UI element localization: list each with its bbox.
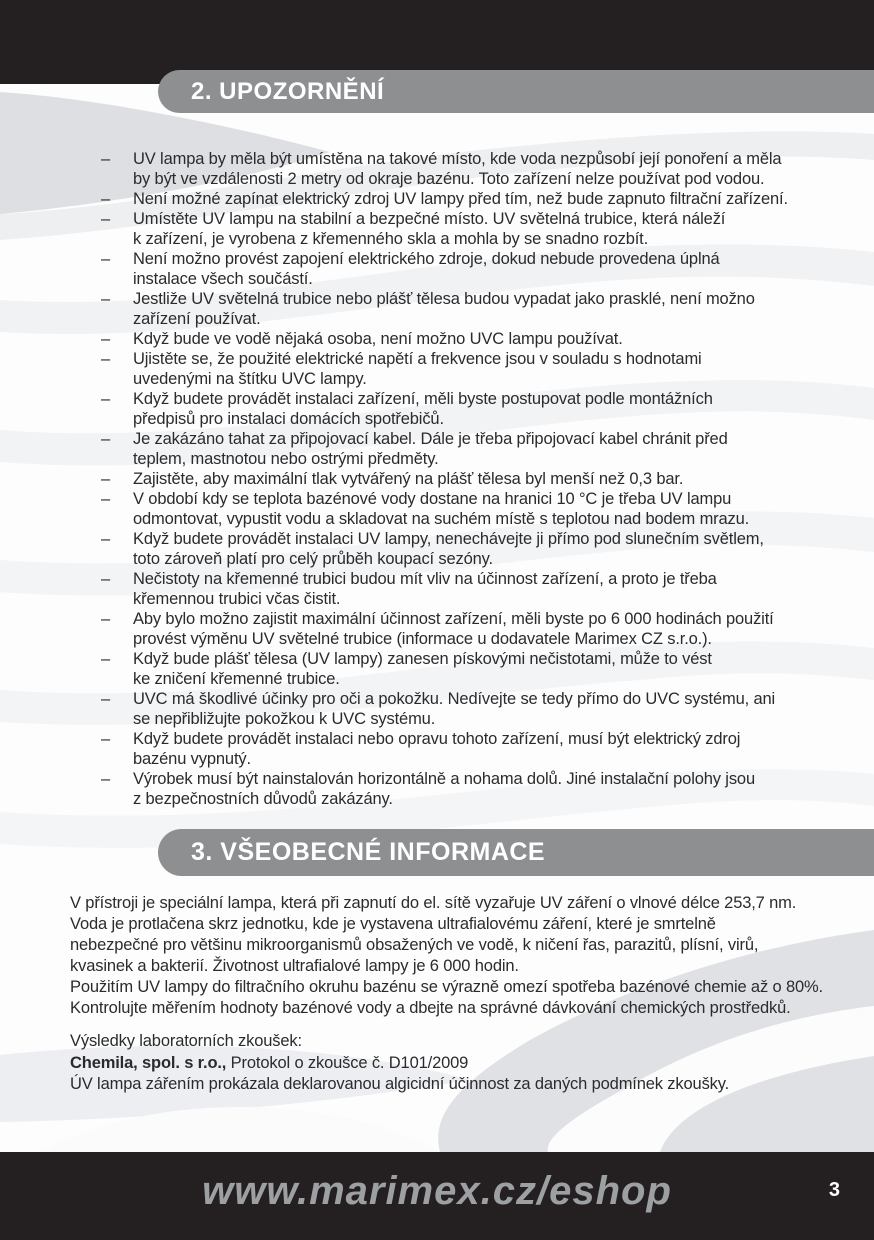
bullet-dash: – xyxy=(101,570,111,588)
warning-text: předpisů pro instalaci domácích spotřebičů. xyxy=(133,410,444,428)
warning-item-line xyxy=(101,689,806,709)
lab-protocol-number: Protokol o zkoušce č. D101/2009 xyxy=(226,1053,469,1072)
warning-text: křemennou trubici včas čistit. xyxy=(133,590,341,608)
warning-text: Aby bylo možno zajistit maximální účinnost zařízení, měli byste po 6 000 hodinách použití xyxy=(133,610,774,628)
bullet-dash: – xyxy=(101,290,111,308)
warning-item-line xyxy=(101,249,806,269)
warning-item-line xyxy=(101,769,806,789)
warning-list xyxy=(101,149,806,809)
bullet-spacer xyxy=(101,509,133,529)
bullet-dash: – xyxy=(101,330,111,348)
paragraph-line: Kontrolujte měřením hodnoty bazénové vody a dbejte na správné dávkování chemických prostředků. xyxy=(70,999,791,1017)
warning-item-line xyxy=(101,449,806,469)
bullet-spacer xyxy=(101,749,133,769)
warning-text: toto zároveň platí pro celý průběh koupací sezóny. xyxy=(133,550,493,568)
bullet-spacer xyxy=(101,169,133,189)
lab-results-heading: Výsledky laboratorních zkoušek: xyxy=(70,1032,302,1050)
warning-text: se nepřibližujte pokožkou k UVC systému. xyxy=(133,710,436,728)
warning-item-line xyxy=(101,369,806,389)
warning-item-line xyxy=(101,189,806,209)
bullet-dash: – xyxy=(101,530,111,548)
warning-item-line xyxy=(101,349,806,369)
warning-text: k zařízení, je vyrobena z křemenného skla a mohla by se snadno rozbít. xyxy=(133,230,649,248)
warning-text: V období kdy se teplota bazénové vody dostane na hranici 10 °C je třeba UV lampu xyxy=(133,490,732,508)
warning-text: bazénu vypnutý. xyxy=(133,750,251,768)
warning-text: Když budete provádět instalaci zařízení, měli byste postupovat podle montážních xyxy=(133,390,713,408)
warning-text: Když bude ve vodě nějaká osoba, není možno UVC lampu používat. xyxy=(133,330,623,348)
warning-text: Když budete provádět instalaci UV lampy, nenechávejte ji přímo pod slunečním světlem, xyxy=(133,530,764,548)
bullet-dash: – xyxy=(101,730,111,748)
warning-text: Není možno provést zapojení elektrického zdroje, dokud nebude provedena úplná xyxy=(133,250,720,268)
bullet-dash: – xyxy=(101,650,111,668)
bullet-spacer xyxy=(101,409,133,429)
paragraph-line: Použitím UV lampy do filtračního okruhu bazénu se výrazně omezí spotřeba bazénové chemie až o 80%. xyxy=(70,978,823,996)
footer-url: www.marimex.cz/eshop xyxy=(202,1169,672,1213)
warning-item-line xyxy=(101,149,806,169)
warning-item-line xyxy=(101,469,806,489)
warning-text: Je zakázáno tahat za připojovací kabel. Dále je třeba připojovací kabel chránit před xyxy=(133,430,728,448)
warning-text: UVC má škodlivé účinky pro oči a pokožku. Nedívejte se tedy přímo do UVC systému, ani xyxy=(133,690,776,708)
warning-text: Výrobek musí být nainstalován horizontálně a nohama dolů. Jiné instalační polohy jsou xyxy=(133,770,755,788)
warning-text: Když bude plášť tělesa (UV lampy) zanesen pískovými nečistotami, může to vést xyxy=(133,650,712,668)
warning-item-line xyxy=(101,749,806,769)
warning-item-line xyxy=(101,529,806,549)
warning-item-line xyxy=(101,229,806,249)
bullet-spacer xyxy=(101,269,133,289)
warning-text: Zajistěte, aby maximální tlak vytvářený na plášť tělesa byl menší než 0,3 bar. xyxy=(133,470,684,488)
warning-text: zařízení používat. xyxy=(133,310,261,328)
warning-item-line xyxy=(101,329,806,349)
bullet-dash: – xyxy=(101,350,111,368)
warning-item-line xyxy=(101,629,806,649)
section-heading-vseobecne-informace xyxy=(158,829,874,876)
warning-item-line xyxy=(101,289,806,309)
warning-text: Jestliže UV světelná trubice nebo plášť tělesa budou vypadat jako prasklé, není možno xyxy=(133,290,755,308)
warning-text: provést výměnu UV světelné trubice (informace u dodavatele Marimex CZ s.r.o.). xyxy=(133,630,712,648)
warning-item-line xyxy=(101,709,806,729)
bullet-dash: – xyxy=(101,430,111,448)
warning-text: UV lampa by měla být umístěna na takové místo, kde voda nezpůsobí její ponoření a měla xyxy=(133,150,782,168)
bullet-dash: – xyxy=(101,470,111,488)
warning-item-line xyxy=(101,549,806,569)
warning-item-line xyxy=(101,489,806,509)
warning-text: teplem, mastnotou nebo ostrými předměty. xyxy=(133,450,439,468)
bullet-dash: – xyxy=(101,490,111,508)
bullet-spacer xyxy=(101,309,133,329)
paragraph-line: nebezpečné pro většinu mikroorganismů obsažených ve vodě, k ničení řas, parazitů, plísní, virů, xyxy=(70,936,759,954)
section-title: 2. UPOZORNĚNÍ xyxy=(191,77,385,105)
bullet-spacer xyxy=(101,669,133,689)
bullet-dash: – xyxy=(101,690,111,708)
warning-text: Ujistěte se, že použité elektrické napětí a frekvence jsou v souladu s hodnotami xyxy=(133,350,702,368)
footer-band xyxy=(0,1152,874,1240)
bullet-spacer xyxy=(101,369,133,389)
paragraph-line: Voda je protlačena skrz jednotku, kde je vystavena ultrafialovému záření, které je smrtelně xyxy=(70,915,716,933)
warning-text: z bezpečnostních důvodů zakázány. xyxy=(133,790,393,808)
paragraph-line: V přístroji je speciální lampa, která při zapnutí do el. sítě vyzařuje UV záření o vlnové délce 253,7 nm. xyxy=(70,894,797,912)
warning-item-line xyxy=(101,729,806,749)
bullet-dash: – xyxy=(101,390,111,408)
bullet-dash: – xyxy=(101,190,111,208)
warning-item-line xyxy=(101,789,806,809)
bullet-dash: – xyxy=(101,610,111,628)
bullet-dash: – xyxy=(101,210,111,228)
bullet-dash: – xyxy=(101,150,111,168)
warning-text: Když budete provádět instalaci nebo opravu tohoto zařízení, musí být elektrický zdroj xyxy=(133,730,741,748)
lab-company: Chemila, spol. s r.o., xyxy=(70,1053,227,1072)
section-title: 3. VŠEOBECNÉ INFORMACE xyxy=(191,838,546,866)
warning-item-line xyxy=(101,569,806,589)
warning-text: by být ve vzdálenosti 2 metry od okraje bazénu. Toto zařízení nelze používat pod vodou. xyxy=(133,170,765,188)
bullet-spacer xyxy=(101,709,133,729)
lab-results-protocol xyxy=(70,1053,830,1075)
bullet-spacer xyxy=(101,629,133,649)
warning-text: Nečistoty na křemenné trubici budou mít vliv na účinnost zařízení, a proto je třeba xyxy=(133,570,717,588)
general-info-text xyxy=(70,893,830,1019)
warning-item-line xyxy=(101,269,806,289)
warning-item-line xyxy=(101,169,806,189)
bullet-dash: – xyxy=(101,250,111,268)
warning-text: instalace všech součástí. xyxy=(133,270,313,288)
warning-item-line xyxy=(101,389,806,409)
bullet-dash: – xyxy=(101,770,111,788)
warning-item-line xyxy=(101,649,806,669)
page-number: 3 xyxy=(828,1179,840,1201)
warning-item-line xyxy=(101,669,806,689)
warning-item-line xyxy=(101,309,806,329)
warning-item-line xyxy=(101,429,806,449)
warning-text: odmontovat, vypustit vodu a skladovat na suchém místě s teplotou nad bodem mrazu. xyxy=(133,510,750,528)
warning-item-line xyxy=(101,409,806,429)
paragraph-line: kvasinek a bakterií. Životnost ultrafialové lampy je 6 000 hodin. xyxy=(70,957,519,975)
section-heading-upozorneni xyxy=(158,70,874,113)
warning-text: uvedenými na štítku UVC lampy. xyxy=(133,370,367,388)
warning-item-line xyxy=(101,209,806,229)
warning-item-line xyxy=(101,589,806,609)
lab-results-conclusion: ÚV lampa zářením prokázala deklarovanou algicidní účinnost za daných podmínek zkoušky. xyxy=(70,1075,730,1093)
warning-text: ke zničení křemenné trubice. xyxy=(133,670,340,688)
bullet-spacer xyxy=(101,589,133,609)
warning-text: Umístěte UV lampu na stabilní a bezpečné místo. UV světelná trubice, která náleží xyxy=(133,210,726,228)
bullet-spacer xyxy=(101,229,133,249)
warning-item-line xyxy=(101,509,806,529)
lab-results xyxy=(70,1031,830,1096)
bullet-spacer xyxy=(101,789,133,809)
bullet-spacer xyxy=(101,549,133,569)
warning-item-line xyxy=(101,609,806,629)
warning-text: Není možné zapínat elektrický zdroj UV lampy před tím, než bude zapnuto filtrační zařízení. xyxy=(133,190,788,208)
bullet-spacer xyxy=(101,449,133,469)
